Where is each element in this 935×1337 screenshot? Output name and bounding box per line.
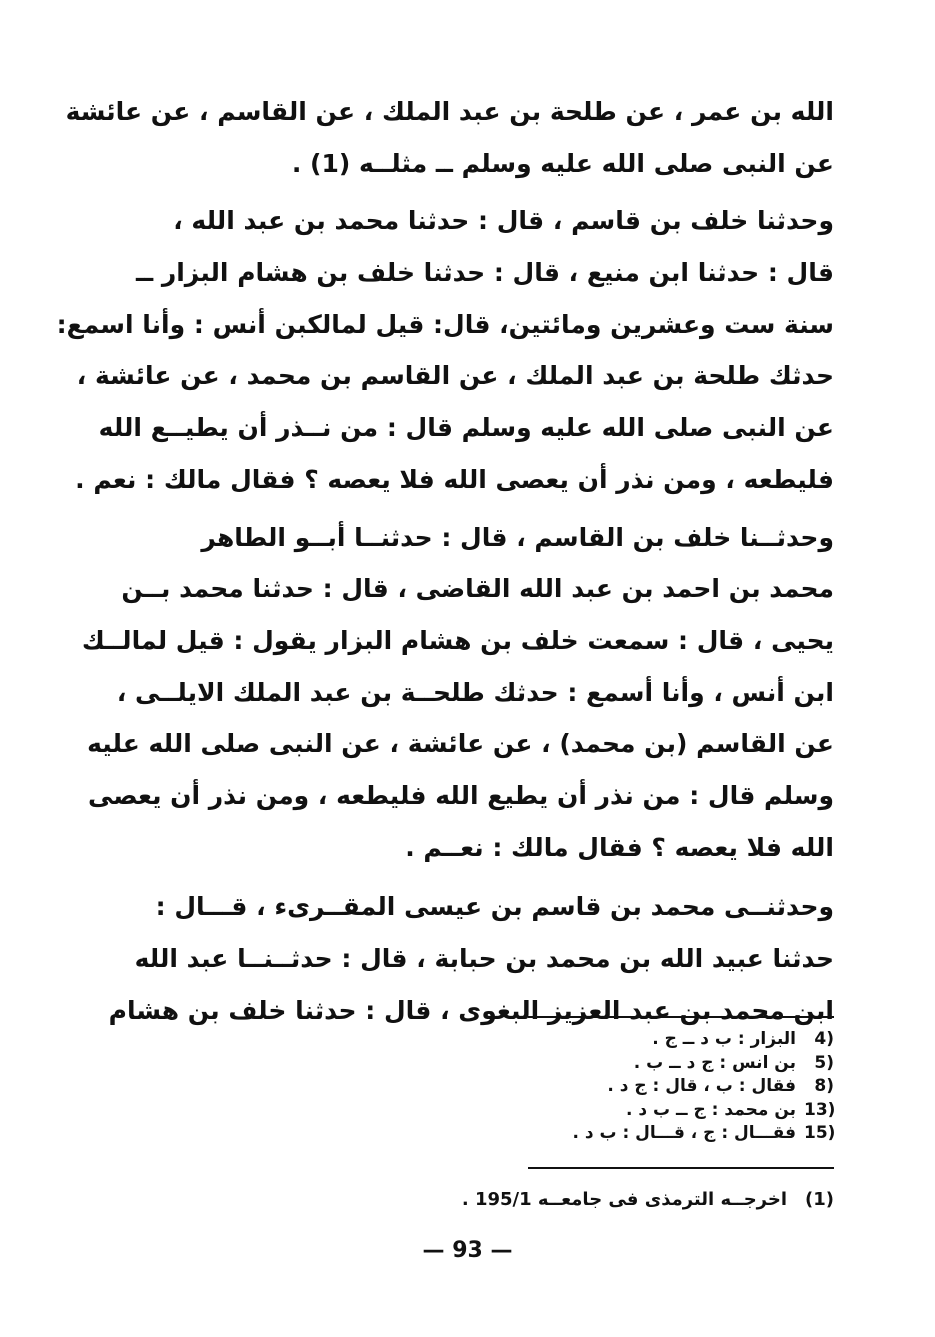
variant-line-number: 8)	[814, 1076, 834, 1096]
text-line: حدثنا عبيد الله بن محمد بن حبابة ، قال : حدثــنــا عبد الله	[134, 944, 834, 973]
text-line: يحيى ، قال : سمعت خلف بن هشام البزار يقول : قيل لمالــك	[81, 625, 834, 655]
text-line: فليطعه ، ومن نذر أن يعصى الله فلا يعصه ؟ فقال مالك : نعم .	[75, 464, 834, 494]
variant-line-number: 4)	[814, 1029, 834, 1049]
variant-row	[440, 1122, 834, 1146]
variant-row	[440, 1099, 834, 1123]
variant-readings	[440, 1028, 834, 1146]
text-line: الله بن عمر ، عن طلحة بن عبد الملك ، عن القاسم ، عن عائشة	[65, 97, 834, 126]
text-line: عن النبى صلى الله عليه وسلم ــ مثلــه (1) .	[291, 148, 834, 178]
text-line: ابن محمد بن عبد العزيز البغوى ، قال : حدثنا خلف بن هشام	[108, 995, 834, 1025]
footnote-text: اخرجــه الترمذى فى جامعــه 195/1 .	[461, 1189, 788, 1210]
variant-row	[440, 1028, 834, 1052]
text-line: قال : حدثنا ابن منيع ، قال : حدثنا خلف بن هشام البزار ــ	[136, 258, 834, 288]
variant-line-number: 13)	[804, 1099, 836, 1120]
variant-line-number: 5)	[814, 1052, 834, 1073]
text-line: ابن أنس ، وأنا أسمع : حدثك طلحــة بن عبد الملك الايلــى ،	[116, 677, 834, 707]
variant-text: فقال : ب ، قال : ج د .	[607, 1076, 796, 1096]
page-number: — 93 —	[422, 1238, 513, 1263]
text-line: عن النبى صلى الله عليه وسلم قال : من نــذر أن يطيــع الله	[98, 413, 834, 443]
text-line: وحدثنا خلف بن قاسم ، قال : حدثنا محمد بن عبد الله ،	[173, 206, 834, 236]
footnote	[380, 1186, 834, 1214]
main-text	[56, 86, 834, 1036]
variant-text: فقـــال : ج ، قـــال : ب د .	[572, 1123, 796, 1143]
text-line: عن القاسم (بن محمد) ، عن عائشة ، عن النبى صلى الله عليه	[87, 729, 834, 759]
divider	[528, 1016, 834, 1018]
text-line: وسلم قال : من نذر أن يطيع الله فليطعه ، ومن نذر أن يعصى	[88, 780, 834, 810]
variant-row	[440, 1052, 834, 1076]
text-line: وحدثــنا خلف بن القاسم ، قال : حدثنــا أبــو الطاهر	[201, 522, 834, 552]
text-line: سنة ست وعشرين ومائتين، قال: قيل لمالكبن أنس : وأنا اسمع:	[56, 309, 834, 339]
variant-text: البزار : ب د ــ ج .	[652, 1029, 796, 1049]
variant-line-number: 15)	[804, 1123, 836, 1143]
variant-text: بن انس : ج د ــ ب .	[633, 1052, 796, 1073]
text-line: محمد بن احمد بن عبد الله القاضى ، قال : حدثنا محمد بــن	[121, 574, 834, 604]
text-line: وحدثنــى محمد بن قاسم بن عيسى المقــرىء ، قـــال :	[155, 892, 834, 922]
footnote-number: (1)	[805, 1189, 834, 1210]
variant-row	[440, 1075, 834, 1099]
divider	[528, 1167, 834, 1169]
variant-text: بن محمد : ج ــ ب د .	[625, 1099, 796, 1120]
text-line: الله فلا يعصه ؟ فقال مالك : نعــم .	[405, 832, 834, 862]
text-line: حدثك طلحة بن عبد الملك ، عن القاسم بن محمد ، عن عائشة ،	[76, 361, 834, 391]
